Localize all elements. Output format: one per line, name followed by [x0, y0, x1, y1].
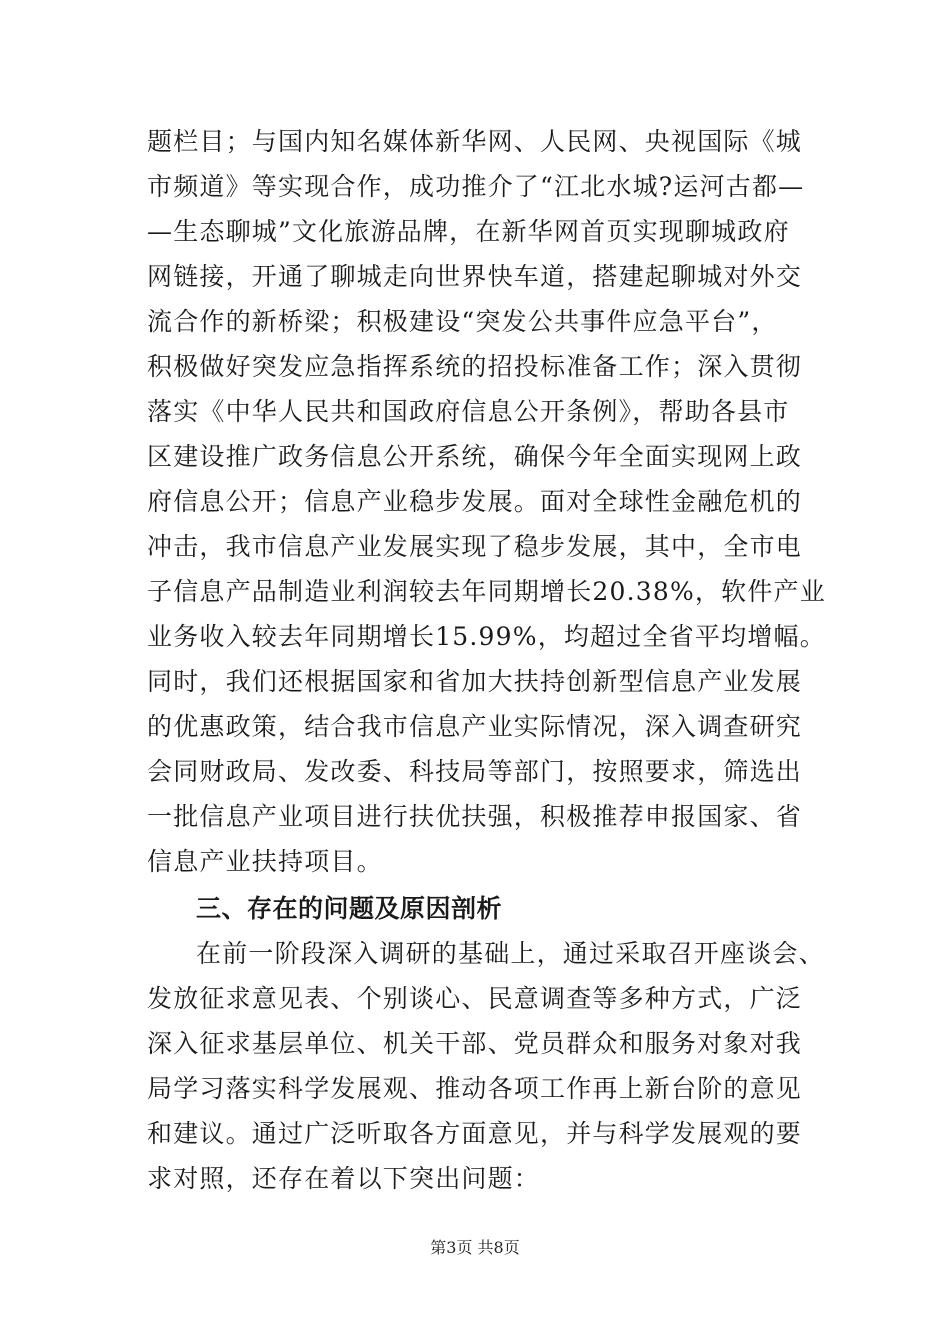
body-line: 题栏目；与国内知名媒体新华网、人民网、央视国际《城 [147, 127, 803, 156]
body-line: 冲击，我市信息产业发展实现了稳步发展，其中，全市电 [147, 532, 803, 561]
body-line: 业务收入较去年同期增长15.99%，均超过全省平均增幅。 [147, 622, 826, 651]
section-line: 求对照，还存在着以下突出问题： [147, 1164, 541, 1193]
section-line: 局学习落实科学发展观、推动各项工作再上新台阶的意见 [147, 1074, 803, 1103]
body-line: 市频道》等实现合作，成功推介了“江北水城?运河古都— [147, 172, 805, 201]
body-line: 同时，我们还根据国家和省加大扶持创新型信息产业发展 [147, 667, 803, 696]
body-line: 积极做好突发应急指挥系统的招投标准备工作；深入贯彻 [147, 352, 803, 381]
body-line: 区建设推广政务信息公开系统，确保今年全面实现网上政 [147, 442, 803, 471]
body-line: 信息产业扶持项目。 [147, 847, 383, 876]
section-heading: 三、存在的问题及原因剖析 [196, 894, 503, 923]
section-line: 深入征求基层单位、机关干部、党员群众和服务对象对我 [147, 1029, 803, 1058]
section-line: 发放征求意见表、个别谈心、民意调查等多种方式，广泛 [147, 984, 803, 1013]
body-line: —生态聊城”文化旅游品牌，在新华网首页实现聊城政府 [147, 217, 790, 246]
page-number-footer: 第3页 共8页 [430, 1238, 520, 1257]
body-line: 一批信息产业项目进行扶优扶强，积极推荐申报国家、省 [147, 802, 803, 831]
body-line: 流合作的新桥梁；积极建设“突发公共事件应急平台”， [147, 307, 778, 336]
section-line: 和建议。通过广泛听取各方面意见，并与科学发展观的要 [147, 1119, 803, 1148]
body-line: 的优惠政策，结合我市信息产业实际情况，深入调查研究 [147, 712, 803, 741]
body-line: 子信息产品制造业利润较去年同期增长20.38%，软件产业 [147, 577, 826, 606]
body-line: 落实《中华人民共和国政府信息公开条例》，帮助各县市 [147, 397, 790, 426]
body-line: 府信息公开；信息产业稳步发展。面对全球性金融危机的 [147, 487, 803, 516]
body-line: 会同财政局、发改委、科技局等部门，按照要求，筛选出 [147, 757, 803, 786]
section-line: 在前一阶段深入调研的基础上，通过采取召开座谈会、 [196, 939, 825, 968]
body-line: 网链接，开通了聊城走向世界快车道，搭建起聊城对外交 [147, 262, 803, 291]
